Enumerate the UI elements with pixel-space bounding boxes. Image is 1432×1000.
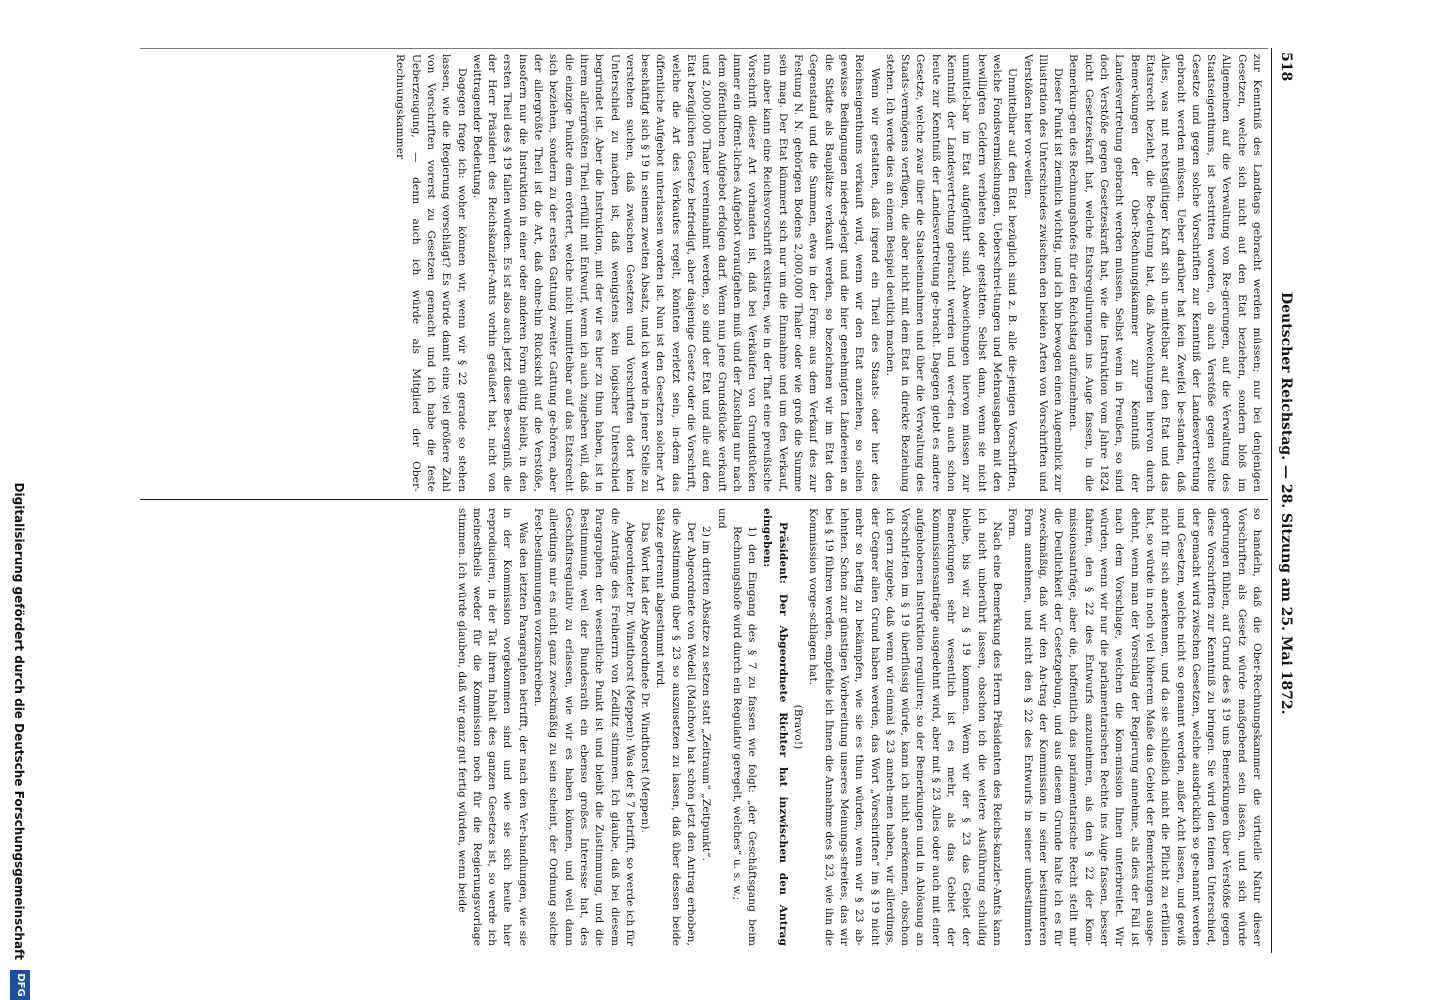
left-paragraph: Unmittelbar auf den Etat bezüglich sind z. B. alle die-jenigen Vorschriften, welche Fondsvermischungen, Ueberschrei-tungen und Mehrausgaben mit den bewilligten Geldern verbieten oder gestatten. Selbst dann, wenn sie nicht unmittel-bar im Etat aufgeführt sind. Abweichungen hiervon müssen zur Kenntniß der Landesvertretung gebracht werden und wer-den auch schon heute zur Kenntniß der Landesvertretung ge-bracht. Dagegen giebt es andere Gesetze, welche zwar über die Staatseinnahmen und über die Verwaltung des Staats-vermögens verfügen, die aber nicht mit dem Etat in direkte Beziehung stehen. Ich werde dies an einem Beispiel deutlich machen. [883,54,1019,492]
left-paragraph: Dieser Punkt ist ziemlich wichtig, und ich bin bewogen einen Augenblick zur Illustration des Unterschiedes zwischen den beiden Arten von Vorschriften und Verstößen hier vor-weilen. [1021,54,1065,492]
funding-footer [6,0,32,1000]
header-rule [1271,48,1272,953]
right-paragraph: Das Wort hat der Abgeordnete Dr. Windthorst (Meppen). [639,522,652,833]
right-paragraph: so handeln, daß die Ober-Rechnungskammer die virtuelle Natur dieser Vorschriften als Gesetz würde maßgebend sein lassen, und sich würde gedrungen fühlen, auf Grund des § 19 uns Bemerkungen über Verstöße gegen diese Vorschriften zur Kenntniß zu bringen. Sie wird den feinen Unterschied, der gemacht wird zwischen Gesetzen, welche ausdrücklich so ge-nannt werden und Gesetzen, welche nicht so genannt werden, außer Acht lassen, und gewiß nicht für sich anerkennen, und da sie schließlich nicht die Pflicht zu erfüllen hat, so würde in noch viel höherem Maße das Gebiet der Bemerkungen ausge-dehnt, wenn man der Vorschlag der Regierung annehme, als dies der Fall ist nach dem Vorschlage, welchen die Kom-mission Ihnen unterbreitet. Wir würden, wenn wir nur die parlamentarischen Rechte ins Auge fassen, besser fahren, den § 22 des Entwurfs anzunehmen, als den § 22 der Kom-missionsanträge, aber die, hoffentlich das parlamentarische Recht stellt mir die Deutlichkeit der Gesetzgebung, und aus diesem Grunde halte ich es für zweckmäßig, daß wir den An-trag der Kommission in seiner bestimmteren Form annehmen, und nicht den § 22 des Entwurfs in seiner unbestimmten Form. [1006,508,1263,946]
column-divider [140,499,1268,500]
left-column [144,54,1264,492]
left-margin-rule [140,48,1268,49]
motion-item-1: 1) den Eingang des § 7 zu fassen wie folgt: „der Geschäftsgang beim Rechnungshofe wird durch ein Regulativ geregelt, welches“ u. s. w.; [730,526,759,946]
right-paragraph: Nach eine Bemerkung des Herrn Präsidenten des Reichs-kanzler-Amts kann ich nicht unberührt lassen, obschon ich die weitere Ausführung schuldig bleibe, bis wir zu § 19 kommen. Wenn wir der § 23 das Gebiet der Bemerkungen sehr wesentlich ist es mehr, als das Gebiet der Kommissionsanträge ausgedehnt wird, aber mit § 23 Alles oder auch mit einer aufgehobenen Instruktion reguliren; so der Bemerkungen und in Ablösung an Vorschrif-ten im § 19 überflüssig würde, kann ich nicht anerkennen, obschon ich gern zugebe, daß wenn wir einmal § 23 anneh-men haben, wir allerdings, der Gegner allen Grund haben werden, das Wort „Vorschriften“ im § 19 nicht mehr so heftig zu bekämpfen, wie sie es thun würden, wenn wir § 23 ab-lehnten. Schon zur günstigen Vorbereitung unseres Meinungs-streites, das wir bei § 19 führen werden, empfehle ich Ihnen die Annahme des § 23, wie ihn die Kommission vorge-schlagen hat. [807,508,1003,946]
left-paragraph: Dagegen frage ich: woher können wir, wenn wir § 22 gerade so stehen lassen, wie die Regierung vorschlägt? Es würde damit eine viel größere Zahl von Vorschriften vorerst zu Gesetzen gemacht und ich habe die feste Ueberzeugung, — denn auch ich würde als Mitglied der Ober-Rechnungskammer [394,54,468,492]
page-number: 518 [1278,52,1294,82]
funding-note: Digitalisierung gefördert durch die Deutsche Forschungsgemeinschaft [12,482,26,960]
motion-item-2: 2) im dritten Absatze zu setzen statt „Zeitraum“ „Zeitpunkt“. [700,526,713,862]
dfg-logo: DFG [10,970,30,1000]
left-paragraph: zur Kenntniß des Landtags gebracht werden müssen; nur bei denjenigen Gesetzen, welche sich nicht auf den Etat beziehen, sondern bloß im Allgemeinen auf die Verwaltung von Re-gierungen, auf die Verwaltung des Staatseigenthums, ist bestritten worden, ob auch Verstöße gegen solche Gesetze und gegen solche Vorschriften zur Kenntniß der Landesvertretung gebracht werden müssen. Ueber darüber hat kein Zweifel be-standen, daß Alles, was mit rechtsgültiger Kraft sich un-mittelbar auf den Etat und das Etatsrecht bezieht, die Be-deutung hat, daß Abweichungen hiervon durch Bemer-kungen der Ober-Rechnungskammer zur Kenntniß der Landesvertretung gebracht werden müssen. Selbst wenn in Preußen, so sind doch Verstöße gegen Gesetzeskraft hat, wie die Instruktion vom Jahre 1824 nicht Gesetzeskraft hat, welche Etatsregulirungen ins Auge fassen, in die Bemerkun-gen des Rechnungshofes für den Reichstag aufzunehmen. [1067,54,1263,492]
right-paragraph: Was den letzten Paragraphen betrifft, der nach den Ver-handlungen, wie sie in der Kommission vorgekommen sind und wie sie sich heute hier reproduciren, in der Tat ihrem Inhalt des ganzen Gesetzes ist, so werde ich meinestheils weder für die Kommission noch für die Regierungsvorlage stimmen. Ich würde glauben, daß wir ganz gut fertig würden, wenn beide [455,508,529,946]
left-paragraph: Wenn wir gestatten, daß irgend ein Theil des Staats- oder hier des Reichseigenthums verkauft wird, wenn wir den Etat anziehen, so sollen gewisse Bedingungen nieder-gelegt und die hier genehmigten Ländereien an die Städte als Bauplätze verkauft werden, so bezeichnen wir im Etat den Gegenstand und die Summen, etwa in der Form: aus dem Verkauf des zur Festung N. N. gehörigen Bodens 2,000,000 Thaler oder wie groß die Summe sein mag. Der Etat kümmert sich nur um die Einnahme und um den Verkauf, nun aber kann eine Reichsvorschrift existiren, wie in der That eine preußische Vorschrift dieser Art vorhanden ist, daß bei Verkäufen von Grundstücken immer ein öffent-liches Aufgebot voraufgehen muß und der Zuschlag nur nach dem öffentlichen Aufgebot erfolgen darf. Wenn nun jene Grundstücke verkauft und 2,000,000 Thaler vereinnahmt werden, so sind der Etat und alle auf den Etat bezüglichen Gesetze befriedigt, aber dasjenige Gesetz oder die Vorschrift, welche die Art des Verkaufes regelt, könnten verletzt sein, in-dem das öffentliche Aufgebot unterlassen worden ist. Nun ist den Gesetzen solcher Art beschäftigt sich § 19 in seinem zweiten Absatz, und ich werde in jener Stelle zu verstehen suchen, daß zwischen Gesetzen und Vorschriften dort kein Unterschied zu machen ist, daß wenigstens kein logischer Unterschied begründet ist. Aber die Instruktion, mit der wir es hier zu thun haben, ist in ihrem allergrößten Theil erfüllt mit Entwurf, wenn ich auch zugeben will, daß die einzige Punkte dem erörtert, welche nicht unmittelbar auf das Etatsrecht sich beziehen, sondern zu der ersten Gattung zweiter Gattung ge-hören, aber der allergrößte Theil ist die Art, daß ohne-hin Rücksicht auf die Verstöße, insofern nur die Instruktion in einer oder anderen Form gültig bleibt, in den ersten Theil des § 19 fallen würden. Es ist also auch jetzt diese Be-sorgniß, die der Herr Präsident des Reichskanzler-Amts vorhin geäußert hat, nicht von weittragender Bedeutung. [470,54,881,492]
page-header [1276,52,1294,949]
applause-note: (Bravo!) [792,704,805,750]
windthorst-speech: Abgeordneter Dr. Windthorst (Meppen): Was der § 7 betrifft, so werde ich für die Anträge des Freiherrn von Zedlitz stimmen. Ich glaube, daß bei diesem Paragraphen der wesentliche Punkt ist und bleibt die Zustimmung, und die Bestimmung, weil der Bundesrath ein ebenso großes Interesse hat, des Geschäftsregulativ zu erlassen, wie wir es haben können, und weil dann allerdings mir es nicht ganz zweckmäßig zu sein scheint, der Ordnung solche Fest-bestimmungen vorzuschreiben. [532,508,636,946]
right-paragraph: Der Abgeordnete von Wedell (Malchow) hat schon jetzt den Antrag erhoben, die Abstimmung über § 23 so auszusetzen zu lassen, daß über dessen beide Sätze getrennt abgestimmt wird. [654,508,698,946]
right-column [144,508,1264,946]
journal-title: Deutscher Reichstag. — 28. Sitzung am 25. Mai 1872. [1278,292,1294,715]
president-remark: Präsident: Der Abgeordnete Richter hat inzwischen den Antrag eingeben: [761,508,789,946]
motion-connector: und [715,508,728,529]
